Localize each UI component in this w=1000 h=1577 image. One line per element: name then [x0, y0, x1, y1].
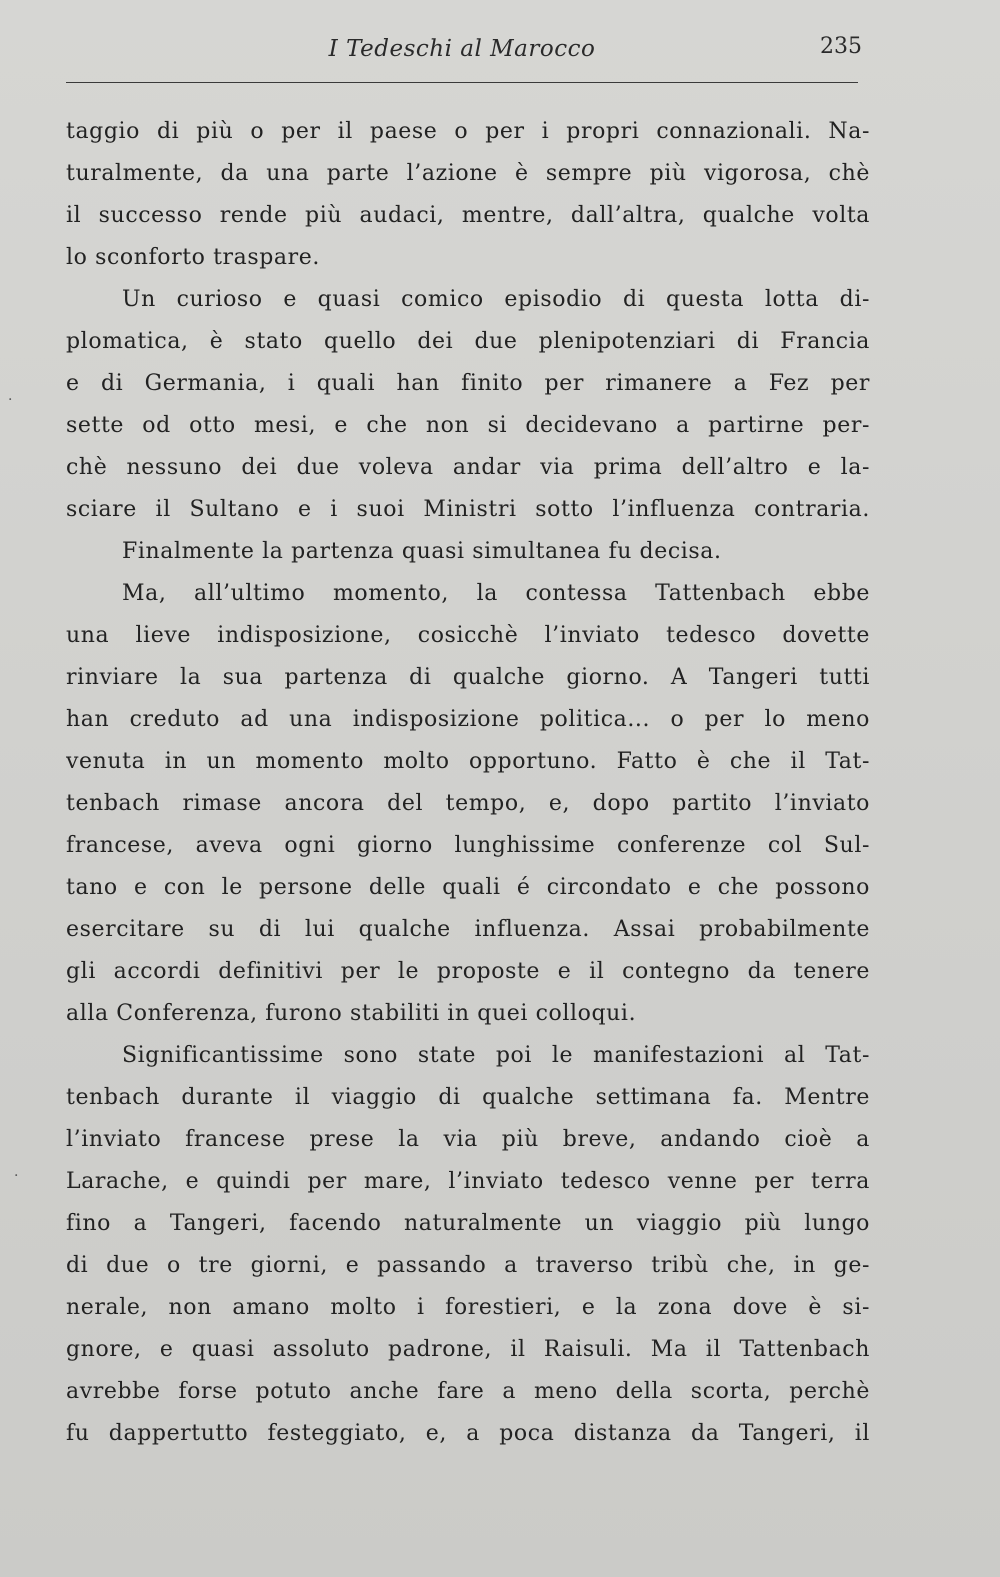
text-line: gnore, e quasi assoluto padrone, il Raisuli. Ma il Tattenbach: [66, 1337, 870, 1362]
text-line: Ma, all’ultimo momento, la contessa Tattenbach ebbe: [122, 581, 870, 606]
text-line: nerale, non amano molto i forestieri, e la zona dove è si-: [66, 1295, 870, 1320]
text-line: plomatica, è stato quello dei due plenipotenziari di Francia: [66, 329, 870, 354]
text-line: taggio di più o per il paese o per i propri connazionali. Na-: [66, 119, 870, 144]
page-number: 235: [820, 34, 862, 59]
text-line: sette od otto mesi, e che non si decidevano a partirne per-: [66, 413, 870, 438]
text-line: una lieve indisposizione, cosicchè l’inviato tedesco dovette: [66, 623, 870, 648]
text-line: e di Germania, i quali han finito per rimanere a Fez per: [66, 371, 870, 396]
text-line: lo sconforto traspare.: [66, 245, 320, 270]
running-title: I Tedeschi al Marocco: [328, 36, 596, 62]
text-line: il successo rende più audaci, mentre, dall’altra, qualche volta: [66, 203, 870, 228]
text-line: avrebbe forse potuto anche fare a meno della scorta, perchè: [66, 1379, 870, 1404]
text-line: alla Conferenza, furono stabiliti in quei colloqui.: [66, 1001, 637, 1026]
text-line: rinviare la sua partenza di qualche giorno. A Tangeri tutti: [66, 665, 870, 690]
text-line: di due o tre giorni, e passando a traverso tribù che, in ge-: [66, 1253, 870, 1278]
text-line: fu dappertutto festeggiato, e, a poca distanza da Tangeri, il: [66, 1421, 870, 1446]
text-line: tenbach rimase ancora del tempo, e, dopo partito l’inviato: [66, 791, 870, 816]
text-line: Un curioso e quasi comico episodio di questa lotta di-: [122, 287, 870, 312]
text-line: gli accordi definitivi per le proposte e il contegno da tenere: [66, 959, 870, 984]
text-line: sciare il Sultano e i suoi Ministri sotto l’influenza contraria.: [66, 497, 870, 522]
text-line: francese, aveva ogni giorno lunghissime conferenze col Sul-: [66, 833, 870, 858]
text-line: Finalmente la partenza quasi simultanea fu decisa.: [122, 539, 722, 564]
text-line: fino a Tangeri, facendo naturalmente un viaggio più lungo: [66, 1211, 870, 1236]
text-line: Larache, e quindi per mare, l’inviato tedesco venne per terra: [66, 1169, 870, 1194]
text-line: venuta in un momento molto opportuno. Fatto è che il Tat-: [66, 749, 870, 774]
text-line: turalmente, da una parte l’azione è sempre più vigorosa, chè: [66, 161, 870, 186]
paper-speck: ·: [14, 1168, 19, 1184]
text-line: tano e con le persone delle quali é circondato e che possono: [66, 875, 870, 900]
text-line: Significantissime sono state poi le manifestazioni al Tat-: [122, 1043, 870, 1068]
text-line: tenbach durante il viaggio di qualche settimana fa. Mentre: [66, 1085, 870, 1110]
header-rule: [66, 82, 858, 83]
text-line: han creduto ad una indisposizione politica... o per lo meno: [66, 707, 870, 732]
running-head: [62, 36, 862, 76]
text-line: esercitare su di lui qualche influenza. Assai probabilmente: [66, 917, 870, 942]
paper-speck: ·: [8, 392, 13, 408]
body-text: [66, 111, 870, 1455]
text-line: chè nessuno dei due voleva andar via prima dell’altro e la-: [66, 455, 870, 480]
text-line: l’inviato francese prese la via più breve, andando cioè a: [66, 1127, 870, 1152]
